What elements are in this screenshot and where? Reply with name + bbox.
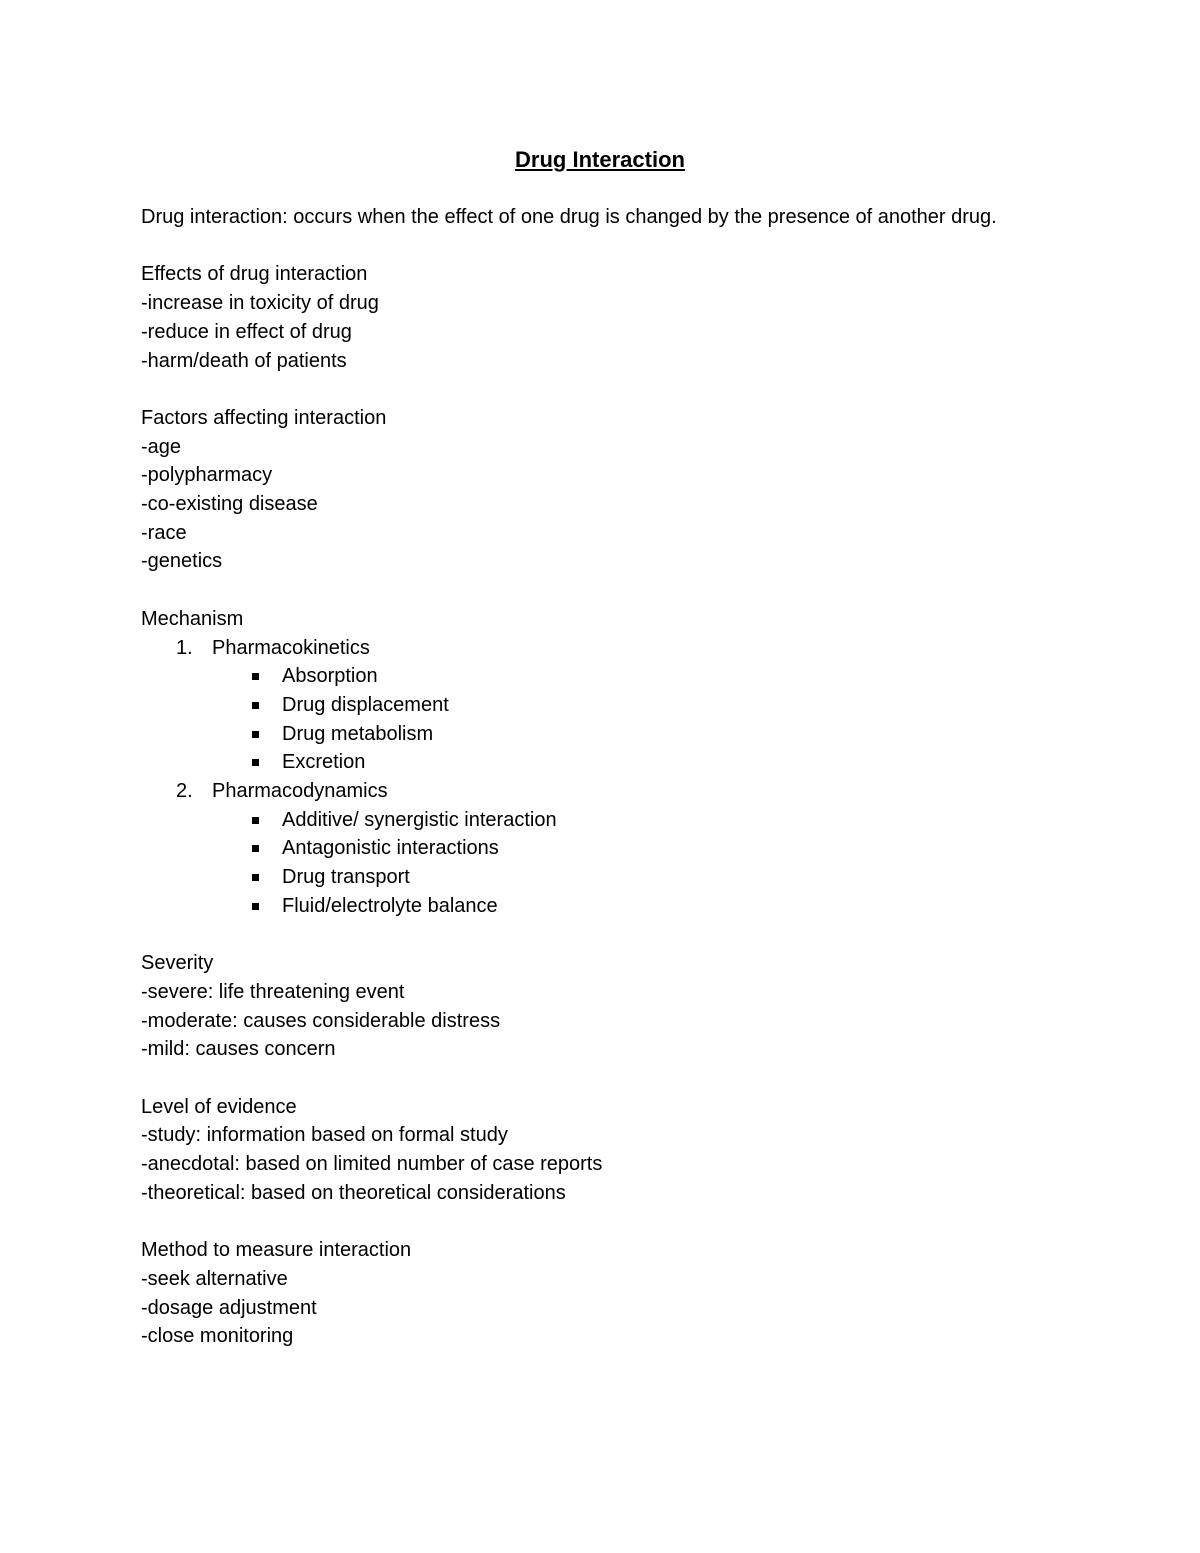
effects-section	[141, 260, 1041, 375]
square-bullet-icon	[252, 817, 259, 824]
list-item: -reduce in effect of drug	[141, 320, 352, 343]
bullet-item	[141, 834, 1041, 863]
list-item: -polypharmacy	[141, 464, 273, 487]
square-bullet-icon	[252, 673, 259, 680]
numbered-item	[141, 634, 1041, 663]
list-item: -co-existing disease	[141, 493, 318, 515]
list-item: -mild: causes concern	[141, 1038, 336, 1061]
section-heading: Mechanism	[141, 607, 244, 630]
square-bullet-icon	[252, 845, 259, 852]
bullet-text: Additive/ synergistic interaction	[282, 808, 557, 831]
list-item: -close monitoring	[141, 1325, 294, 1348]
document-body	[141, 203, 1041, 1351]
list-item: -study: information based on formal study	[141, 1124, 508, 1147]
square-bullet-icon	[252, 759, 259, 766]
method-section	[141, 1236, 1041, 1351]
item-number: 1.	[176, 636, 193, 659]
severity-section	[141, 949, 1041, 1064]
bullet-text: Drug displacement	[282, 693, 449, 716]
bullet-text: Drug metabolism	[282, 722, 434, 745]
page-title: Drug Interaction	[515, 147, 685, 172]
bullet-text: Drug transport	[282, 866, 410, 889]
list-item: -dosage adjustment	[141, 1296, 317, 1319]
section-heading: Level of evidence	[141, 1095, 297, 1118]
bullet-item	[141, 720, 1041, 749]
bullet-text: Fluid/electrolyte balance	[282, 894, 498, 917]
square-bullet-icon	[252, 874, 259, 881]
list-item: -moderate: causes considerable distress	[141, 1009, 501, 1032]
list-item: -harm/death of patients	[141, 349, 347, 372]
evidence-section	[141, 1093, 1041, 1208]
factors-section	[141, 404, 1041, 576]
bullet-text: Excretion	[282, 751, 366, 774]
bullet-item	[141, 806, 1041, 835]
list-item: -genetics	[141, 550, 223, 573]
bullet-item	[141, 863, 1041, 892]
section-heading: Factors affecting interaction	[141, 406, 387, 429]
item-number: 2.	[176, 780, 193, 803]
bullet-item	[141, 748, 1041, 777]
bullet-item	[141, 892, 1041, 921]
list-item: -race	[141, 521, 187, 544]
square-bullet-icon	[252, 702, 259, 709]
list-item: -severe: life threatening event	[141, 980, 405, 1003]
section-heading: Effects of drug interaction	[141, 263, 368, 286]
item-label: Pharmacodynamics	[212, 780, 388, 803]
bullet-text: Antagonistic interactions	[282, 837, 499, 860]
section-heading: Method to measure interaction	[141, 1239, 412, 1262]
list-item: -anecdotal: based on limited number of case reports	[141, 1153, 603, 1176]
bullet-text: Absorption	[282, 665, 378, 688]
mechanism-section	[141, 605, 1041, 921]
definition-paragraph: Drug interaction: occurs when the effect of one drug is changed by the presence of another drug.	[141, 206, 997, 228]
square-bullet-icon	[252, 903, 259, 910]
bullet-item	[141, 691, 1041, 720]
bullet-item	[141, 662, 1041, 691]
list-item: -increase in toxicity of drug	[141, 292, 379, 315]
numbered-item	[141, 777, 1041, 806]
list-item: -age	[141, 435, 182, 458]
list-item: -theoretical: based on theoretical considerations	[141, 1181, 566, 1204]
section-heading: Severity	[141, 952, 214, 975]
item-label: Pharmacokinetics	[212, 636, 370, 659]
list-item: -seek alternative	[141, 1267, 288, 1290]
square-bullet-icon	[252, 731, 259, 738]
